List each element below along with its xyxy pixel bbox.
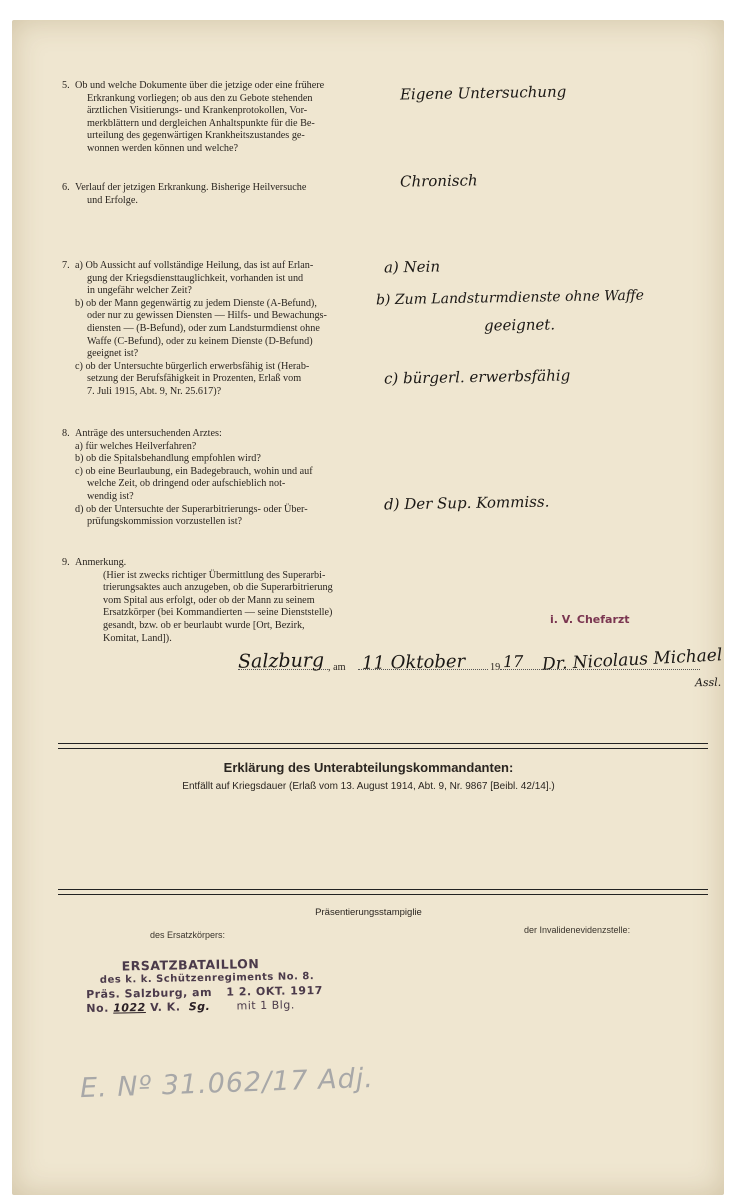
stamp-text: V. K.	[150, 1000, 181, 1014]
section-divider	[58, 894, 708, 895]
date-handwritten: 11 Oktober	[361, 651, 466, 674]
question-text-line: trierungsaktes auch anzugeben, ob die Superarbitrierung	[103, 582, 333, 594]
year-handwritten: 17	[502, 651, 524, 672]
question-text-line: Anträge des untersuchenden Arztes:	[75, 428, 222, 439]
stamp-text: Präs. Salzburg, am	[86, 985, 213, 1002]
question-text-line: ärztlichen Visitierungs- und Krankenprotokollen, Vor-	[87, 105, 308, 117]
question-title: Anmerkung.	[75, 557, 127, 568]
stamp-date: 1 2. OKT. 1917	[226, 983, 323, 999]
question-5	[62, 80, 367, 156]
stamp-text: mit 1 Blg.	[236, 998, 295, 1013]
question-text-line: Erkrankung vorliegen; ob aus den zu Gebote stehenden	[87, 92, 313, 104]
answer-7b-continued: geeignet.	[483, 315, 556, 335]
year-prefix: 19	[490, 662, 501, 673]
answer-7c: c) bürgerl. erwerbsfähig	[383, 366, 571, 388]
ersatzkoerper-label: des Ersatzkörpers:	[150, 930, 226, 940]
stamp-line: ERSATZBATAILLON	[121, 956, 260, 974]
stamp-number: 1022	[113, 1001, 146, 1015]
question-text-line: Ob und welche Dokumente über die jetzige oder eine frühere	[75, 80, 325, 91]
question-number: 9.	[62, 557, 70, 568]
question-text-line: Komitat, Land]).	[103, 632, 172, 644]
question-text-line: prüfungskommission vorzustellen ist?	[87, 516, 243, 528]
registration-number: E. Nº 31.062/17 Adj.	[79, 1062, 375, 1105]
question-number: 6.	[62, 182, 70, 193]
question-7	[62, 260, 367, 399]
presentation-stamp	[86, 956, 324, 1016]
declaration-title: Erklärung des Unterabteilungskommandanten:	[223, 760, 514, 775]
question-text-line: vom Spital aus erfolgt, oder ob der Mann zu seinem	[103, 594, 315, 606]
question-text-line: (Hier ist zwecks richtiger Übermittlung des Superarbi-	[103, 569, 326, 581]
question-text-line: d) ob der Untersuchte der Superarbitrierungs- oder Über-	[75, 503, 308, 515]
question-text-line: oder nur zu gewissen Diensten — Hilfs- und Bewachungs-	[87, 310, 327, 322]
declaration-text: Entfällt auf Kriegsdauer (Erlaß vom 13. August 1914, Abt. 9, Nr. 9867 [Beibl. 42/14].)	[182, 781, 555, 792]
question-text-line: gesandt, bzw. ob er beurlaubt wurde [Ort, Bezirk,	[103, 619, 305, 631]
section-divider	[58, 743, 708, 744]
question-8	[62, 428, 367, 529]
answer-5: Eigene Untersuchung	[399, 82, 567, 104]
question-text-line: wonnen werden können und welche?	[87, 142, 239, 154]
chefarzt-stamp: i. V. Chefarzt	[550, 613, 630, 626]
stamp-line: des k. k. Schützenregiments No. 8.	[99, 971, 315, 986]
question-9	[62, 557, 367, 645]
question-number: 7.	[62, 260, 70, 271]
am-label: , am	[328, 662, 346, 673]
section-divider	[58, 889, 708, 890]
question-text-line: c) ob der Untersuchte bürgerlich erwerbsfähig ist (Herab-	[75, 360, 310, 372]
signature-suffix: Assl.	[694, 675, 722, 690]
question-6	[62, 182, 367, 207]
question-text-line: setzung der Berufsfähigkeit in Prozenten, Erlaß vom	[87, 373, 302, 385]
answer-7a: a) Nein	[383, 257, 441, 277]
stamp-text: No.	[86, 1001, 109, 1016]
question-text-line: gung der Kriegsdiensttauglichkeit, vorhanden ist und	[87, 272, 304, 284]
question-text-line: Ersatzkörper (bei Kommandierten — seine Dienststelle)	[103, 607, 333, 619]
question-text-line: geeignet ist?	[87, 348, 139, 360]
question-text-line: welche Zeit, ob dringend oder aufschieblich not-	[87, 478, 286, 490]
stamp-initials: Sg.	[188, 999, 211, 1014]
question-text-line: merkblättern und dergleichen Anhaltspunkte für die Be-	[87, 117, 315, 129]
answer-7b: b) Zum Landsturmdienste ohne Waffe	[375, 287, 645, 309]
section-divider	[58, 748, 708, 749]
question-text-line: a) Ob Aussicht auf vollständige Heilung, das ist auf Erlan-	[75, 260, 314, 271]
question-text-line: 7. Juli 1915, Abt. 9, Nr. 25.617)?	[87, 385, 222, 397]
place-handwritten: Salzburg	[237, 649, 325, 673]
question-text-line: c) ob eine Beurlaubung, ein Badegebrauch, wohin und auf	[75, 465, 313, 477]
question-text-line: wendig ist?	[87, 490, 134, 502]
answer-6: Chronisch	[399, 171, 478, 191]
answer-8: d) Der Sup. Kommiss.	[383, 492, 550, 514]
question-text-line: und Erfolge.	[87, 194, 138, 206]
question-number: 8.	[62, 428, 70, 439]
question-text-line: b) ob der Mann gegenwärtig zu jedem Dienste (A-Befund),	[75, 297, 317, 309]
question-number: 5.	[62, 80, 70, 91]
question-text-line: Verlauf der jetzigen Erkrankung. Bisherige Heilversuche	[75, 182, 307, 193]
question-text-line: a) für welches Heilverfahren?	[75, 440, 197, 452]
stamp-heading: Präsentierungsstampiglie	[315, 907, 422, 918]
invaliden-label: der Invalidenevidenzstelle:	[524, 925, 631, 935]
question-text-line: urteilung des gegenwärtigen Krankheitszustandes ge-	[87, 130, 305, 142]
question-text-line: diensten — (B-Befund), oder zum Landsturmdienst ohne	[87, 322, 320, 334]
question-text-line: Waffe (C-Befund), oder zu keinem Dienste (D-Befund)	[87, 335, 313, 347]
question-text-line: in ungefähr welcher Zeit?	[87, 285, 192, 297]
doctor-signature: Dr. Nicolaus Michael	[541, 645, 723, 675]
question-text-line: b) ob die Spitalsbehandlung empfohlen wird?	[75, 453, 261, 465]
